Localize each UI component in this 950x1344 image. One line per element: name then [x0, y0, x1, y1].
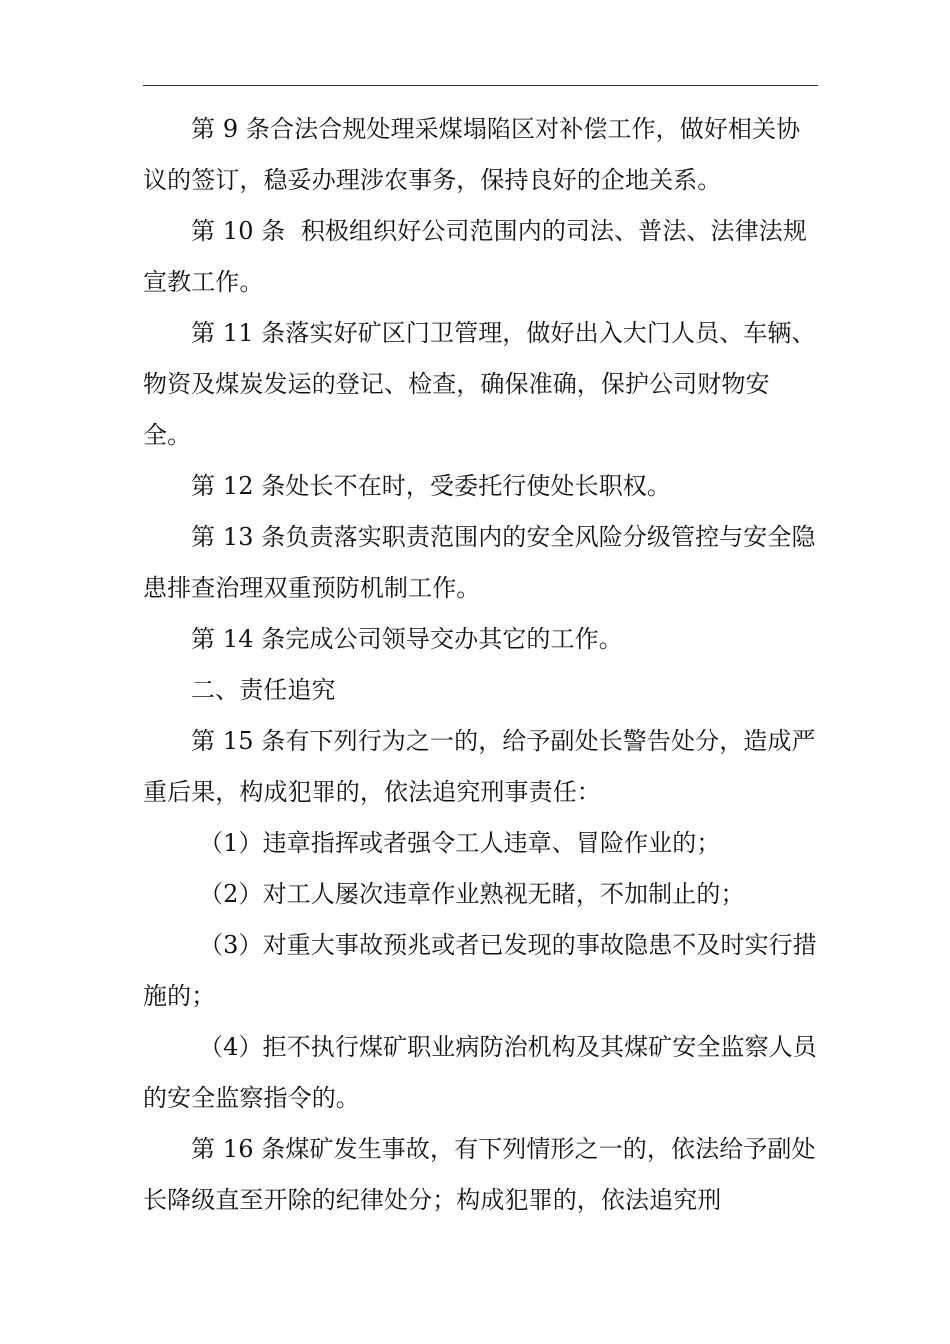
article-12-line-1: 第 12 条处长不在时，受委托行使处长职权。	[191, 472, 671, 500]
article-10-line-2: 宣教工作。	[143, 268, 264, 296]
article-11-line-3: 全。	[143, 421, 192, 449]
list-item-4-line-1: （4）拒不执行煤矿职业病防治机构及其煤矿安全监察人员	[199, 1033, 817, 1061]
article-16-line-1: 第 16 条煤矿发生事故，有下列情形之一的，依法给予副处	[191, 1135, 816, 1163]
article-12	[143, 461, 819, 512]
article-11	[143, 308, 819, 461]
list-item-2	[143, 869, 819, 920]
article-16-line-2: 长降级直至开除的纪律处分；构成犯罪的，依法追究刑	[143, 1186, 722, 1214]
list-item-3	[143, 920, 819, 1022]
list-item-4-line-2: 的安全监察指令的。	[143, 1084, 360, 1112]
list-item-3-line-1: （3）对重大事故预兆或者已发现的事故隐患不及时实行措	[199, 931, 817, 959]
article-9	[143, 104, 819, 206]
article-10-line-1: 第 10 条 积极组织好公司范围内的司法、普法、法律法规	[191, 217, 807, 245]
article-13	[143, 512, 819, 614]
article-11-line-2: 物资及煤炭发运的登记、检查，确保准确，保护公司财物安	[143, 370, 770, 398]
section-heading-2-text: 二、责任追究	[191, 676, 336, 704]
list-item-2-line-1: （2）对工人屡次违章作业熟视无睹，不加制止的；	[199, 880, 745, 908]
list-item-1-line-1: （1）违章指挥或者强令工人违章、冒险作业的；	[199, 829, 721, 857]
list-item-3-line-2: 施的；	[143, 982, 216, 1010]
article-14	[143, 614, 819, 665]
article-11-line-1: 第 11 条落实好矿区门卫管理，做好出入大门人员、车辆、	[191, 319, 816, 347]
list-item-4	[143, 1022, 819, 1124]
article-10	[143, 206, 819, 308]
document-body	[143, 104, 819, 1226]
article-15	[143, 716, 819, 818]
list-item-1	[143, 818, 819, 869]
section-heading-2	[143, 665, 819, 716]
article-9-line-1: 第 9 条合法合规处理采煤塌陷区对补偿工作，做好相关协	[191, 115, 801, 143]
article-9-line-2: 议的签订，稳妥办理涉农事务，保持良好的企地关系。	[143, 166, 722, 194]
article-15-line-1: 第 15 条有下列行为之一的，给予副处长警告处分，造成严	[191, 727, 816, 755]
article-15-line-2: 重后果，构成犯罪的，依法追究刑事责任：	[143, 778, 601, 806]
article-16	[143, 1124, 819, 1226]
article-13-line-1: 第 13 条负责落实职责范围内的安全风险分级管控与安全隐	[191, 523, 816, 551]
header-rule	[143, 85, 818, 86]
article-13-line-2: 患排查治理双重预防机制工作。	[143, 574, 481, 602]
article-14-line-1: 第 14 条完成公司领导交办其它的工作。	[191, 625, 623, 653]
